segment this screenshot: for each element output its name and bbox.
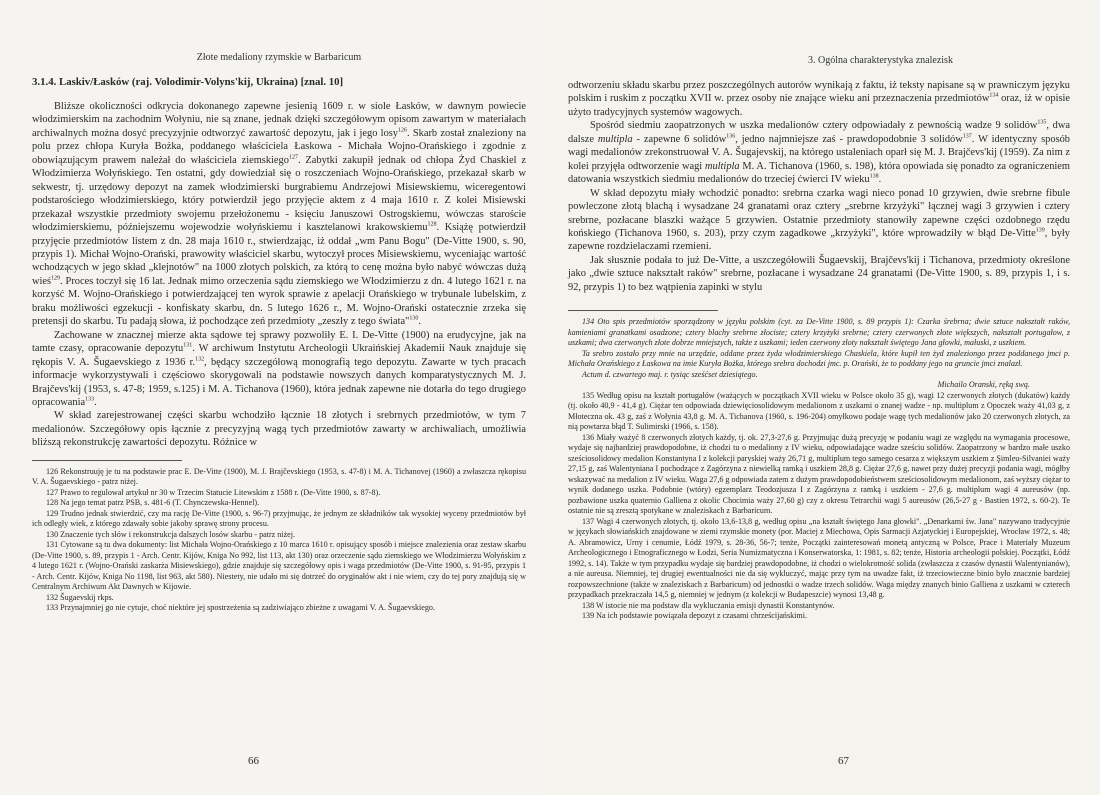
footnote-quote: Actum d. czwartego maj. r. tysiąc sześćset dziesiątego. <box>582 369 758 379</box>
footnote-ref[interactable]: 132 <box>195 356 205 363</box>
running-head-left: Złote medaliony rzymskie w Barbaricum <box>196 52 362 63</box>
paragraph: W skład zarejestrowanej części skarbu wchodziło łącznie 18 złotych i srebrnych przedmiotów, w tym 7 medalionów. Szczegółowy opis łącznie z precyzyjną wagą tych przedmiotów zawarty w archiwaliach, umożliwia bliższą rekonstrukcję zawartości depozytu. Różnice w <box>32 410 526 449</box>
footnote-ref[interactable]: 133 <box>85 396 95 403</box>
footnote: 129 Trudno jednak stwierdzić, czy ma rację De-Vitte (1900, s. 96-7) przyjmując, że jednym ze składników tak wysokiej wyceny przedmiotów był ich odległy wiek, z którego zdawały sobie jakoby sprawę strony procesu. <box>32 508 526 529</box>
footnote-ref[interactable]: 135 <box>1037 119 1047 126</box>
left-page <box>0 0 548 795</box>
footnote: 137 Wagi 4 czerwonych złotych, tj. około 13,6-13,8 g, według opisu „na kształt świętego Jana głowki". „Denarkami św. Jana" nazywano tradycyjnie w językach słowiańskich znajdowane w ziemi rzymskie monety (por. Maciej z Miechowa, Opis Sarmacji Azjatyckiej i Europejskiej, Wrocław 1972, s. 48; A. Abramowicz, Urny i cenumie, Łódź 1979, s. 28-36, 56-7; tenże, Początki zainteresowań monetą antyczną w Polsce, Prace i Materiały Muzeum Archeologicznego i Etnograficznego w Łodzi, Seria Numizmatyczna i Konserwatorska, 1: 1981, s. 82; tenże, Historia archeologii polskiej. Początki, Łódź 1992, s. 14). Także w tym przypadku wydaje się bardziej prawdopodobne, iż chodzi o wielokrotność solida (zwłaszcza z czasów dynastii Walentynianów), a nie aureusa. Niemniej, tej drugiej ewentualności nie da się wykluczyć, mając przy tym na uwadze fakt, iż trzeciowieczne binio było znacznie bardziej rozpowszechnione (także w znaleziskach z Barbaricum) od jednostki o wadze trzech solidów. Waga między znanych binio Galliena z uszkami w czterech przypadkach przekraczała 14,5 g, niemniej w jednym (z kolekcji w Budapeszcie) wynosi 13,48 g. <box>568 516 1070 600</box>
right-page <box>548 0 1100 795</box>
footnote-ref[interactable]: 127 <box>288 154 298 161</box>
page-number-right: 67 <box>838 755 849 767</box>
section-title: 3.1.4. Laskiv/Łasków (raj. Volodimir-Volyns'kij, Ukraina) [znal. 10] <box>32 76 344 88</box>
footnote: 136 Miały ważyć 8 czerwonych złotych każdy, tj. ok. 27,3-27,6 g. Przyjmując dużą precyzję w podaniu wagi ze względu na wymagania procesowe, wydaje się najbardziej prawdopodobne, iż chodzi tu o medaliony z IV wieku, odpowiadające wadze sześciu solidów. Zaopatrzony w bardzo małe uszko sześciosolidowy medalion Konstantyna I z kolekcji paryskiej waży 26,71 g, multiplum tego samego cesarza z większym uszkiem z Şimleu-Silvaniei waży 27,15 g, zaś Walentyniana I pochodzące z Zagórzyna z niewielką ramką i uszkiem 28,8 g. Ciężar 27,6 g, nawet przy dużej precyzji podania wagi, mógłby wskazywać na medalion z IV wieku. Waga 27,6 g odpowiada zatem z dużym prawdopodobieństwem sześciosolidowym medalionom, zaś wyższy ciężar to wynik dodanego uszka. Podobnie (wtóry) egzemplarz Teodozjusza I z Zagórzyna z ramką i uszkiem - 27,6 g. multiplum wagi 4 aureusów (np. pozbawione uszka quaternio Galliena z okolic Chocimia waży 27,60 g) czy z okresu Tetrarchii wagi 5 aureusów (26,5-27 g - Bastien 1972, s. 60-2). Te ostatnie nie są zresztą spotykane w znaleziskach z Barbaricum. <box>568 432 1070 516</box>
footnote: 130 Znaczenie tych słów i rekonstrukcja dalszych losów skarbu - patrz niżej. <box>46 529 296 539</box>
footnote-ref[interactable]: 134 <box>989 92 999 99</box>
footnote-ref[interactable]: 131 <box>183 342 193 349</box>
left-footnotes <box>32 467 526 614</box>
footnote: 131 Cytowane są tu dwa dokumenty: list Michała Wojno-Orańskiego z 10 marca 1610 r. opisujący sposób i miejsce znalezienia oraz zestaw skarbu (De-Vitte 1900, s. 89, przypis 1 - Arch. Centr. Kijów, Kniga No 992, list 113, akt 130) oraz orzeczenie sądu ziemskiego we Włodzimierzu Wołyńskim z 4 lutego 1621 r. (Wojno-Orański zaskarża Misiewskiego), gdzie znajduje się szczegółowy opis i waga przedmiotów (De-Vitte 1900, s. 91-95, przypis 1 - Arch. Centr. Kijów, Kniga No 1198, list 963, akt 580). Niestety, nie udało mi się dotrzeć do oryginałów akt i nie wiem, czy do tej pory znajdują się w Centralnym Archiwum Akt Dawnych w Kijowie. <box>32 540 526 592</box>
running-head-right: 3. Ogólna charakterystyka znalezisk <box>808 55 953 66</box>
footnote: 133 Przynajmniej go nie cytuje, choć niektóre jej spostrzeżenia są zadziwiająco zbieżne z uwagami V. A. Šugaevskiego. <box>46 603 435 613</box>
footnote-ref[interactable]: 138 <box>869 173 879 180</box>
paragraph: Bliższe okoliczności odkrycia dokonanego zapewne jesienią 1609 r. w siole Łasków, w dawnym powiecie włodzimierskim na zachodnim Wołyniu, nie są znane, jednak dzięki szczegółowym opisom zawartym w materiałach archiwalnych można dosyć precyzyjnie odtworzyć zawartość depozytu, jak i jego losy$^{126}$. Skarb został znaleziony na polu przez chłopa Kuryła Bożka, poddanego właściciela Łaskowa - Michała Wojno-Orańskiego i zgodnie z obowiązującym prawem należał do właściciela ziemskiego$^{127}$. Zabytki zakupił jednak od chłopa Żyd Chaskiel z Włodzimierza Wołyńskiego. Ten ostatni, gdy dowiedział się o roszczeniach Wojno-Orańskiego, przekazał skarb w sekwestr, tj. urzędowy depozyt na zamek włodzimierski burgrabiemu Andrzejowi Misiewskiemu, wiceregentowi podstarościego włodzimierskiego, który potwierdził jego przyjęcie aktem z 4 maja 1610 r. Z kolei Misiewski przekazał wszystkie przedmioty swojemu przełożonemu - księciu Januszowi Ostrogskiemu, wówczas staroście włodzimierskiemu, późniejszemu wojewodzie wołyńskiemu i kasztelanowi krakowskiemu$^{128}$. Książę potwierdził przyjęcie przedmiotów listem z dn. 28 maja 1610 r., stwierdzając, iż oddał „wm Panu Bogu" (De-Vitte 1900, s. 90, przypis 1). Michał Wojno-Orański, prawowity właściciel skarbu, wytoczył proces Misiewskiemu, wyceniając wartość wchodzących w jego skład „klejnotów" na 1000 złotych polskich, za którą to cenę można było nabyć wówczas dużą wieś$^{129}$. Proces toczył się 16 lat. Jednak mimo orzeczenia sądu ziemskiego we Włodzimierzu z dn. 4 lutego 1621 r. na korzyść M. Wojno-Orańskiego i potwierdzającej ten wyrok sprawie z apelacji Orańskiego w trybunale lubelskim, z braku możliwości egzekucji - konfiskaty skarbu, dn. 5 lutego 1626 r., M. Wojno-Orański ostatecznie zrzeka się pretensji do skarbu. Tu padają słowa, iż pochodzące zeń przedmioty „zeszły z tego świata"$^{130}$. <box>32 101 526 328</box>
paragraph: odtworzeniu składu skarbu przez poszczególnych autorów wynikają z faktu, iż teksty napisane są w prawniczym języku polskim i ruskim z początku XVII w. przez osoby nie znające wieku ani przeznaczenia przedmiotów$^{134}$ oraz, iż w opisie użyto tradycyjnych systemów wagowych. <box>568 80 1070 118</box>
footnote-ref[interactable]: 128 <box>427 221 437 228</box>
footnote-quote: Ta srebro zostało przy mnie na urzędzie, oddane przez żyda włodzimierskiego Chaskiela, które kupił ten żyd znaleziongo przez poddanego jmci p. Michała Orańskiego z Łaskowa na imie Kuryła Bożka, którego srebra dochodzi jmc. p. Orański, że to poddany jego na gruncie jmci znalazł. <box>568 348 1070 369</box>
paragraph: W skład depozytu miały wchodzić ponadto: srebrna czarka wagi nieco ponad 10 grzywien, dwie srebrne fibule powleczone złotą blachą i wysadzane 24 granatami oraz cztery „srebrne krzyżyki" łącznej wagi 3 grzywien i cztery srebrne, pozłacane blaszki ważące 5 grzywien. Ostatnie przedmioty stanowiły zapewne części ozdobnego rzędu końskiego (Tichanova 1960, s. 203), przy czym zagadkowe „krzyżyki", które wprowadziły w błąd De-Vitte$^{139}$, były zapewne rozdzielaczami rzemieni. <box>568 187 1071 253</box>
page-number-left: 66 <box>248 755 259 767</box>
paragraph: Spośród siedmiu zaopatrzonych w uszka medalionów cztery odpowiadały z pewnością wadze 9 solidów$^{135}$, dwa dalsze multipla - zapewne 6 solidów$^{136}$, jedno najmniejsze zaś - prawdopodobnie 3 solidów$^{137}$. W identyczny sposób wagi medalionów zrekonstruował V. A. Šugajevskij, na którego ustaleniach oparł się M. J. Brajčevs'kij (1959). Za nim z kolei przyjęła odtworzenie wagi multipla M. A. Tichanova (1960, s. 198), która opowiada się ponadto za ograniczeniem datowania wszystkich siedmiu medalionów do trzeciej ćwierci IV wieku$^{138}$. <box>568 119 1071 186</box>
footnote: 138 W istocie nie ma podstaw dla wykluczania emisji dynastii Konstantynów. <box>582 600 835 610</box>
paragraph: Jak słusznie podała to już De-Vitte, a uszczegółowili Šugaevskij, Brajčevs'kij i Tichanova, przedmioty określone jako „dwie sztuce nakształt raków" srebrne, pozłacane i wysadzane 24 granatami (De-Vitte 1900, s. 89, przypis 1, i s. 92, przypis 1) to bez wątpienia zapinki w stylu <box>568 254 1070 293</box>
footnote: 126 Rekonstruuję je tu na podstawie prac E. De-Vitte (1900), M. J. Brajčevskiego (1953, s. 47-8) i M. A. Tichanovej (1960) a zwłaszcza rękopisu V. A. Šugaevskiego - patrz niżej. <box>32 466 526 487</box>
footnote-signature: Michailo Oranski, ręką swą. <box>937 380 1030 390</box>
right-body-text <box>568 79 1070 294</box>
footnote-ref[interactable]: 126 <box>398 127 407 134</box>
footnote: 139 Na ich podstawie powiązała depozyt z czasami chrześcijańskimi. <box>582 611 807 621</box>
footnote-separator <box>568 310 718 311</box>
footnote: 135 Według opisu na kształt portugałów (ważących w początkach XVII wieku w Polsce około 35 g), wagi 12 czerwonych złotych (dukatów) każdy (tj. około 40,9 - 41,4 g). Ciężar ten odpowiada dziewięciosolidowym medalionom z uszkami o znanej wadze - np. multiplum z Opoczek waży 41,03 g, z Młoteczna ok. 43 g, zaś z Wołynia 43,8 g. M. A. Tichanova (1960, s. 196-204) omyłkowo podaje wagę tych medalionów jako 20 czerwonych złotych, za nią powtarza błąd T. Sulimirski (1966, s. 158). <box>568 390 1070 432</box>
footnote-ref[interactable]: 139 <box>1035 227 1045 234</box>
footnote: 132 Šugaevskij rkps. <box>46 592 114 602</box>
footnote: 128 Na jego temat patrz PSB, s. 481-6 (T. Chynczewska-Hennel). <box>46 498 260 508</box>
footnote: 134 Oto spis przedmiotów sporządzony w języku polskim (cyt. za De-Vitte 1900, s. 89 przypis 1): Czarka śrebrna; dwie sztuce nakształt raków, kamieniami granatkami osadzone; cztery blachy srebrne złociste; cztery krzyżyki srebrne; cztery czerwonych złote większych, nakształt portugałow, z uszkami; dwa czerwonych złote dobrze mniejszych, także z uszkami; ieden czerwony złoty nakształt świętego Jana głowki, małuski, z uszkiem. <box>568 317 1070 348</box>
footnote-ref[interactable]: 136 <box>726 133 736 140</box>
paragraph: Zachowane w znacznej mierze akta sądowe tej sprawy pozwoliły E. I. De-Vitte (1900) na erudycyjne, jak na tamte czasy, opracowanie depozytu$^{131}$. W archiwum Instytutu Archeologii Ukraińskiej Akademii Nauk znajduje się rękopis V. A. Šugaevskiego z 1936 r.$^{132}$, będący szczegółową monografią tego depozytu. Zawarte w tych pracach informacje wykorzystywali i częściowo skorygowali na podstawie nowszych danych komparatystycznych M. J. Brajčevs'kij (1953, s. 47-8; 1959, s.125) i M. A. Tichanova (1960), która jednak zapewne nie dotarła do tego drugiego opracowania$^{133}$. <box>32 329 527 408</box>
footnote: 127 Prawo to regulował artykuł nr 30 w Trzecim Statucie Litewskim z 1588 r. (De-Vitte 1900, s. 87-8). <box>46 487 381 497</box>
footnote-ref[interactable]: 130 <box>409 315 419 322</box>
footnote-separator <box>32 460 182 461</box>
left-body-text <box>32 100 526 450</box>
footnote-ref[interactable]: 137 <box>962 133 972 140</box>
right-footnotes <box>568 317 1070 622</box>
footnote-ref[interactable]: 129 <box>51 275 61 282</box>
